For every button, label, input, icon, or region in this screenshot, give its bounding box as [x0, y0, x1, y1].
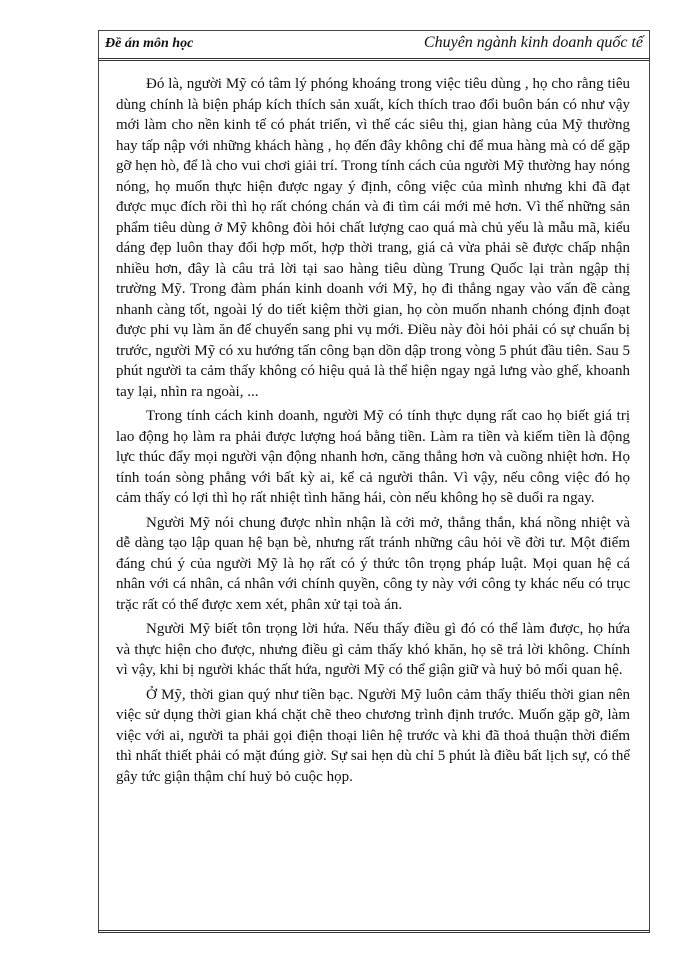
paragraph-5: Ở Mỹ, thời gian quý như tiền bạc. Người Mỹ luôn cảm thấy thiếu thời gian nên việc sử dụng thời gian khá chặt chẽ theo chương trình định trước. Muốn gặp gỡ, làm việc với ai, người ta phải gọi điện thoại liên hệ trước và khi đã thoả thuận thời điểm thì nhất thiết phải có mặt đúng giờ. Sự sai hẹn dù chỉ 5 phút là điều bất lịch sự, có thể gây tức giận thậm chí huỷ bỏ cuộc họp.: [116, 686, 630, 785]
footer-divider: [98, 930, 650, 933]
paragraph-4: Người Mỹ biết tôn trọng lời hứa. Nếu thấy điều gì đó có thể làm được, họ hứa và thực hiện cho được, nhưng điều gì cảm thấy khó khăn, họ sẽ trả lời không. Chính vì vậy, khi bị người khác thất hứa, người Mỹ có thể giận giữ và huỷ bỏ mối quan hệ.: [116, 621, 630, 678]
paragraph-2: Trong tính cách kinh doanh, người Mỹ có tính thực dụng rất cao họ biết giá trị lao động họ làm ra phải được lượng hoá bằng tiền. Làm ra tiền và kiếm tiền là động lực thúc đẩy mọi người vận động nhanh hơn, căng thẳng hơn và cuồng nhiệt hơn. Họ tính toán sòng phẳng với bất kỳ ai, kể cả người thân. Vì vậy, nếu công việc đó họ cảm thấy có lợi thì họ rất nhiệt tình hăng hái, còn nếu không họ sẽ duổi ra ngay.: [116, 408, 630, 506]
header-major-title: Chuyên ngành kinh doanh quốc tế: [423, 34, 643, 51]
page-header: [98, 30, 650, 58]
header-course-title: Đề án môn học: [105, 36, 194, 51]
document-body: [116, 74, 630, 791]
header-divider: [98, 58, 650, 61]
paragraph-3: Người Mỹ nói chung được nhìn nhận là cởi mở, thẳng thắn, khá nồng nhiệt và dễ dàng tạo lập quan hệ bạn bè, nhưng rất tránh những câu hỏi về đời tư. Một điểm đáng chú ý của người Mỹ là họ rất có ý thức tôn trọng pháp luật. Mọi quan hệ cá nhân với cá nhân, cá nhân với chính quyền, công ty này với công ty khác nếu có trục trặc rất có thể được xem xét, phân xử tại toà án.: [116, 514, 630, 613]
paragraph-1: Đó là, người Mỹ có tâm lý phóng khoáng trong việc tiêu dùng , họ cho rằng tiêu dùng chính là biện pháp kích thích sản xuất, kích thích trao đổi buôn bán có như vậy mới làm cho nền kinh tế có phát triển, vì thế các siêu thị, gian hàng của Mỹ thường hay tấp nập với những khách hàng , họ đến đây không chỉ để mua hàng mà có dể gặp gỡ hẹn hò, để là cho vui chơi giải trí. Trong tính cách của người Mỹ thường hay nóng nóng, họ muốn thực hiện được ngay ý định, công việc của mình nhưng khi đã đạt được mục đích rồi thì họ rất chóng chán và đi tìm cái mới mẻ hơn. Vì thế những sản phẩm tiêu dùng ở Mỹ không đòi hỏi chất lượng cao quá mà chủ yếu là mẫu mã, kiểu dáng đẹp luôn thay đổi hợp mốt, hợp thời trang, giá cả vừa phải sẽ được chấp nhận nhiều hơn, đây là câu trả lời tại sao hàng tiêu dùng Trung Quốc lại tràn ngập thị trường Mỹ. Trong đàm phán kinh doanh với Mỹ, họ đi thẳng ngay vào vấn đề càng nhanh càng tốt, ngoài lý do tiết kiệm thời gian, họ còn muốn nhanh chóng định đoạt được phi vụ làm ăn để chuyển sang phi vụ mới. Điều này đòi hỏi phải có sự chuẩn bị trước, người Mỹ có xu hướng tấn công bạn dồn dập trong vòng 5 phút đầu tiên. Sau 5 phút người ta cảm thấy không có hiệu quả là thể hiện ngay ngả lưng vào ghế, khoanh tay lại, nhìn ra ngoài, ...: [116, 76, 630, 400]
